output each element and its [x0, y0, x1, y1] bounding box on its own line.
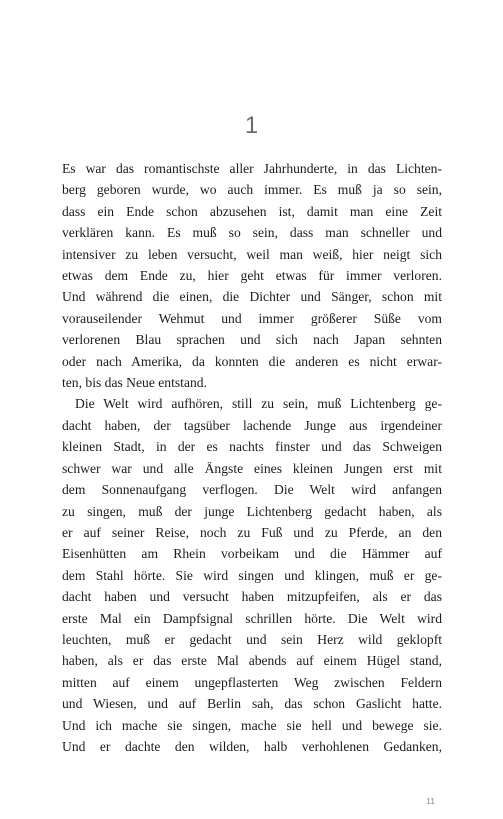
text-line: Und er dachte den wilden, halb verhohlenen Gedanken, [62, 738, 442, 754]
text-line: zu singen, muß der junge Lichtenberg gedacht haben, als [62, 503, 442, 519]
text-line: schwer war und alle Ängste eines kleinen Jungen erst mit [62, 460, 442, 476]
page-number: 11 [426, 796, 435, 806]
text-line: Es war das romantischste aller Jahrhunderte, in das Lichten- [62, 161, 442, 176]
text-line: dem Stahl hörte. Sie wird singen und klingen, muß er ge- [62, 567, 442, 583]
text-line: intensiver zu leben versucht, weil man weiß, hier neigt sich [62, 246, 442, 262]
text-line: verklären kann. Es muß so sein, dass man schneller und [62, 225, 442, 241]
text-line: dass ein Ende schon abzusehen ist, damit man eine Zeit [62, 203, 442, 219]
text-line: mitten auf einem ungepflasterten Weg zwischen Feldern [62, 674, 442, 690]
text-line: erste Mal ein Dampfsignal schrillen hörte. Die Welt wird [62, 610, 442, 626]
text-line: haben, als er das erste Mal abends auf einem Hügel stand, [62, 653, 442, 669]
text-line: Eisenhütten am Rhein vorbeikam und die Hämmer auf [62, 546, 442, 562]
text-line: dem Sonnenaufgang verflogen. Die Welt wird anfangen [62, 482, 442, 498]
text-line: vorauseilender Wehmut und immer größerer Süße vom [62, 310, 442, 326]
text-line: kleinen Stadt, in der es nachts finster und das Schweigen [62, 439, 442, 455]
text-line: Und ich mache sie singen, mache sie hell und bewege sie. [62, 717, 442, 733]
text-line: und Wiesen, und auf Berlin sah, das schon Gaslicht hatte. [62, 696, 442, 712]
text-line: Und während die einen, die Dichter und Sänger, schon mit [62, 289, 442, 305]
text-line: dacht haben und versucht haben mitzupfeifen, als er das [62, 589, 442, 605]
text-line: dacht haben, der tagsüber lachende Junge aus irgendeiner [62, 417, 442, 433]
text-line: Die Welt wird aufhören, still zu sein, muß Lichtenberg ge- [75, 396, 442, 412]
paragraph-1 [62, 158, 442, 393]
text-line: verlorenen Blau sprachen und sich nach Japan sehnten [62, 332, 442, 348]
chapter-number: 1 [244, 112, 259, 139]
text-line: ten, bis das Neue entstand. [62, 375, 207, 391]
text-line: berg geboren wurde, wo auch immer. Es muß ja so sein, [62, 182, 442, 198]
paragraph-2 [62, 393, 442, 757]
text-line: etwas dem Ende zu, hier geht etwas für immer verloren. [62, 268, 442, 284]
body-text [62, 158, 442, 757]
text-line: er auf seiner Reise, noch zu Fuß und zu Pferde, an den [62, 524, 442, 540]
text-line: oder nach Amerika, da konnten die anderen es nicht erwar- [62, 353, 442, 369]
text-line: leuchten, muß er gedacht und sein Herz wild geklopft [62, 631, 442, 647]
